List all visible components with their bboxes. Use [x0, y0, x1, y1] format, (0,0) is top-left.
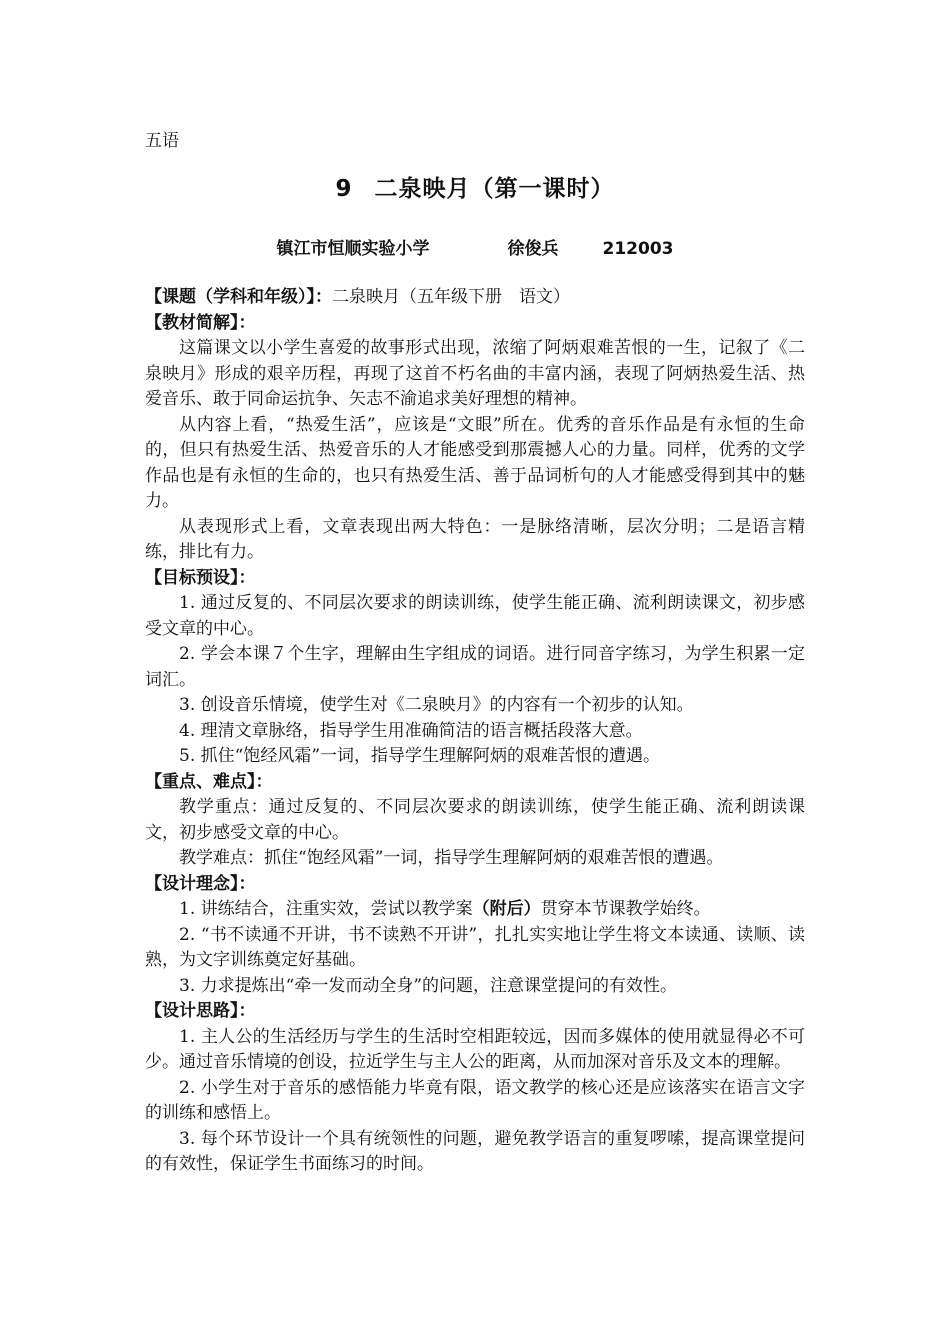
list-item: 3. 力求提炼出“牵一发而动全身”的问题，注意课堂提问的有效性。: [179, 975, 678, 996]
author-code: 212003: [602, 239, 674, 259]
section-heading: 【教材简解】：: [145, 312, 256, 333]
list-item: 3. 每个环节设计一个具有统领性的问题，避免教学语言的重复啰嗦，提高课堂提问的有效性，保证学生书面练习的时间。: [145, 1128, 805, 1174]
section-heading: 【重点、难点】：: [145, 771, 273, 792]
bold-note: （附后）: [472, 899, 541, 919]
lesson-number: 9: [335, 176, 353, 202]
list-item-text: 1. 讲练结合，注重实效，尝试以教学案: [179, 899, 473, 919]
subject-line: [145, 285, 805, 311]
lesson-title: [0, 170, 950, 203]
list-item: 2. “书不读通不开讲，书不读熟不开讲”，扎扎实实地让学生将文本读通、读顺、读熟，为文字训练奠定好基础。: [145, 924, 805, 970]
list-item: 教学难点：抓住“饱经风霜”一词，指导学生理解阿炳的艰难苦恨的遭遇。: [179, 848, 724, 868]
list-item: 2. 小学生对于音乐的感悟能力毕竟有限，语文教学的核心还是应该落实在语言文字的训练和感悟上。: [145, 1077, 805, 1123]
section-heading: 【目标预设】：: [145, 567, 256, 588]
list-item: 教学重点：通过反复的、不同层次要求的朗读训练，使学生能正确、流利朗读课文，初步感受文章的中心。: [145, 797, 805, 843]
grade-label: 五语: [145, 131, 179, 151]
section-heading: 【设计思路】：: [145, 1001, 256, 1021]
author-line: [0, 234, 950, 259]
list-item: 5. 抓住“饱经风霜”一词，指导学生理解阿炳的艰难苦恨的遭遇。: [179, 746, 661, 766]
paragraph: 从表现形式上看，文章表现出两大特色：一是脉络清晰，层次分明；二是语言精练，排比有力。: [145, 516, 805, 562]
list-item: [145, 897, 805, 923]
section-heading: 【课题（学科和年级）】：: [145, 287, 332, 307]
list-item: 4. 理清文章脉络，指导学生用准确简洁的语言概括段落大意。: [179, 720, 643, 741]
list-item: 1. 通过反复的、不同层次要求的朗读训练，使学生能正确、流利朗读课文，初步感受文章的中心。: [145, 593, 805, 639]
list-item: 2. 学会本课７个生字，理解由生字组成的词语。进行同音字练习，为学生积累一定词汇。: [145, 644, 805, 690]
paragraph: 从内容上看，“热爱生活”，应该是“文眼”所在。优秀的音乐作品是有永恒的生命的，但只有热爱生活、热爱音乐的人才能感受到那震撼人心的力量。同样，优秀的文学作品也是有永恒的生命的，也只有热爱生活、善于品词析句的人才能感受得到其中的魅力。: [145, 414, 805, 511]
list-item-text: 贯穿本节课教学始终。: [540, 899, 711, 919]
subject-value: 二泉映月（五年级下册 语文）: [332, 287, 570, 307]
list-item: 3. 创设音乐情境，使学生对《二泉映月》的内容有一个初步的认知。: [179, 695, 694, 715]
author-school: 镇江市恒顺实验小学: [276, 239, 430, 259]
lesson-title-text: 二泉映月（第一课时）: [374, 176, 615, 202]
section-heading: 【设计理念】：: [145, 873, 256, 894]
paragraph: 这篇课文以小学生喜爱的故事形式出现，浓缩了阿炳艰难苦恨的一生，记叙了《二泉映月》形成的艰辛历程，再现了这首不朽名曲的丰富内涵，表现了阿炳热爱生活、热爱音乐、敢于同命运抗争、矢志不渝追求美好理想的精神。: [145, 338, 805, 409]
list-item: 1. 主人公的生活经历与学生的生活时空相距较远，因而多媒体的使用就显得必不可少。通过音乐情境的创设，拉近学生与主人公的距离，从而加深对音乐及文本的理解。: [145, 1026, 805, 1072]
document-body: [145, 285, 805, 1178]
author-name: 徐俊兵: [507, 239, 559, 259]
